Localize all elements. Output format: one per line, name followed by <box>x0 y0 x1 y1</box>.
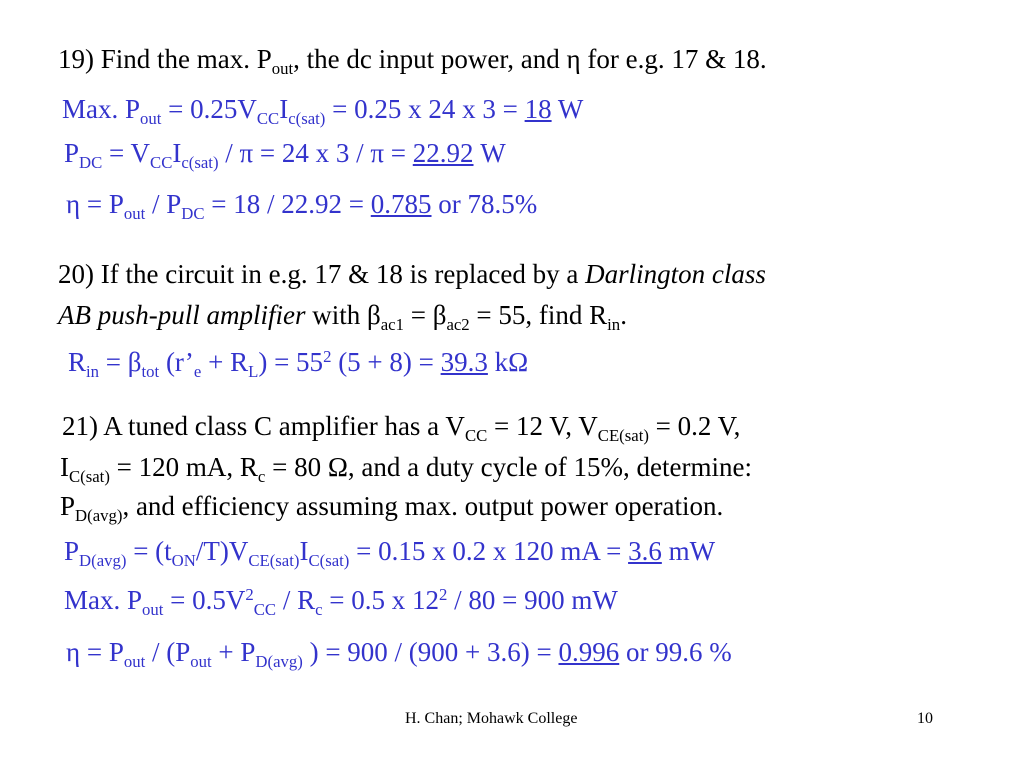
q19-answer-max-pout: Max. $P_{out} = 0.25V_{CC}I_{c(sat)} = 0.25$ x 24 x 3 = 18 W <box>62 94 584 128</box>
q20-answer-rin: $R_{in} = \beta_{tot}$ $(r’_e + R_L) = 55^2$ (5 + 8) = 39.3 kΩ <box>68 346 529 381</box>
q19-title: 19) Find the max. $P_{out}$, the dc input power, and η for e.g. 17 & 18. <box>58 44 767 78</box>
q20-line-2: AB push-pull amplifier with $\beta_{ac1} = \beta_{ac2} = 55$, find $R_{in}$. <box>58 300 627 334</box>
q21-answer-max-pout: Max. $P_{out} = 0.5V^2_{CC} / R_c = 0.5$ x $12^2 / 80 = 900$ mW <box>64 584 618 619</box>
q21-line-3: $P_{D(avg)}$, and efficiency assuming max. output power operation. <box>60 491 724 525</box>
q19-answer-efficiency: $\eta = P_{out} / P_{DC} = 18 / 22.92 = 0.785$ or 78.5% <box>66 189 538 223</box>
q21-answer-pdavg: $P_{D(avg)} = (t_{ON}/T)V_{CE(sat)}I_{C(sat)} = 0.15$ x 0.2 x 120 mA = 3.6 mW <box>64 536 716 570</box>
q21-answer-efficiency: $\eta = P_{out} / (P_{out} + P_{D(avg)}$ ) = 900 / (900 + 3.6) = 0.996 or 99.6 % <box>66 637 732 671</box>
q20-line-1: 20) If the circuit in e.g. 17 & 18 is replaced by a Darlington class <box>58 259 766 289</box>
q21-line-2: $I_{C(sat)} = 120$ mA, $R_c = 80$ Ω, and a duty cycle of 15%, determine: <box>60 452 752 486</box>
page-number: 10 <box>917 710 933 727</box>
footer-credit: H. Chan; Mohawk College <box>405 710 578 727</box>
q19-answer-pdc: $P_{DC} = V_{CC}I_{c(sat)} / \pi = 24$ x 3 / π = 22.92 W <box>64 138 506 172</box>
q21-line-1: 21) A tuned class C amplifier has a $V_{CC} = 12$ V, $V_{CE(sat)} = 0.2$ V, <box>62 411 741 445</box>
